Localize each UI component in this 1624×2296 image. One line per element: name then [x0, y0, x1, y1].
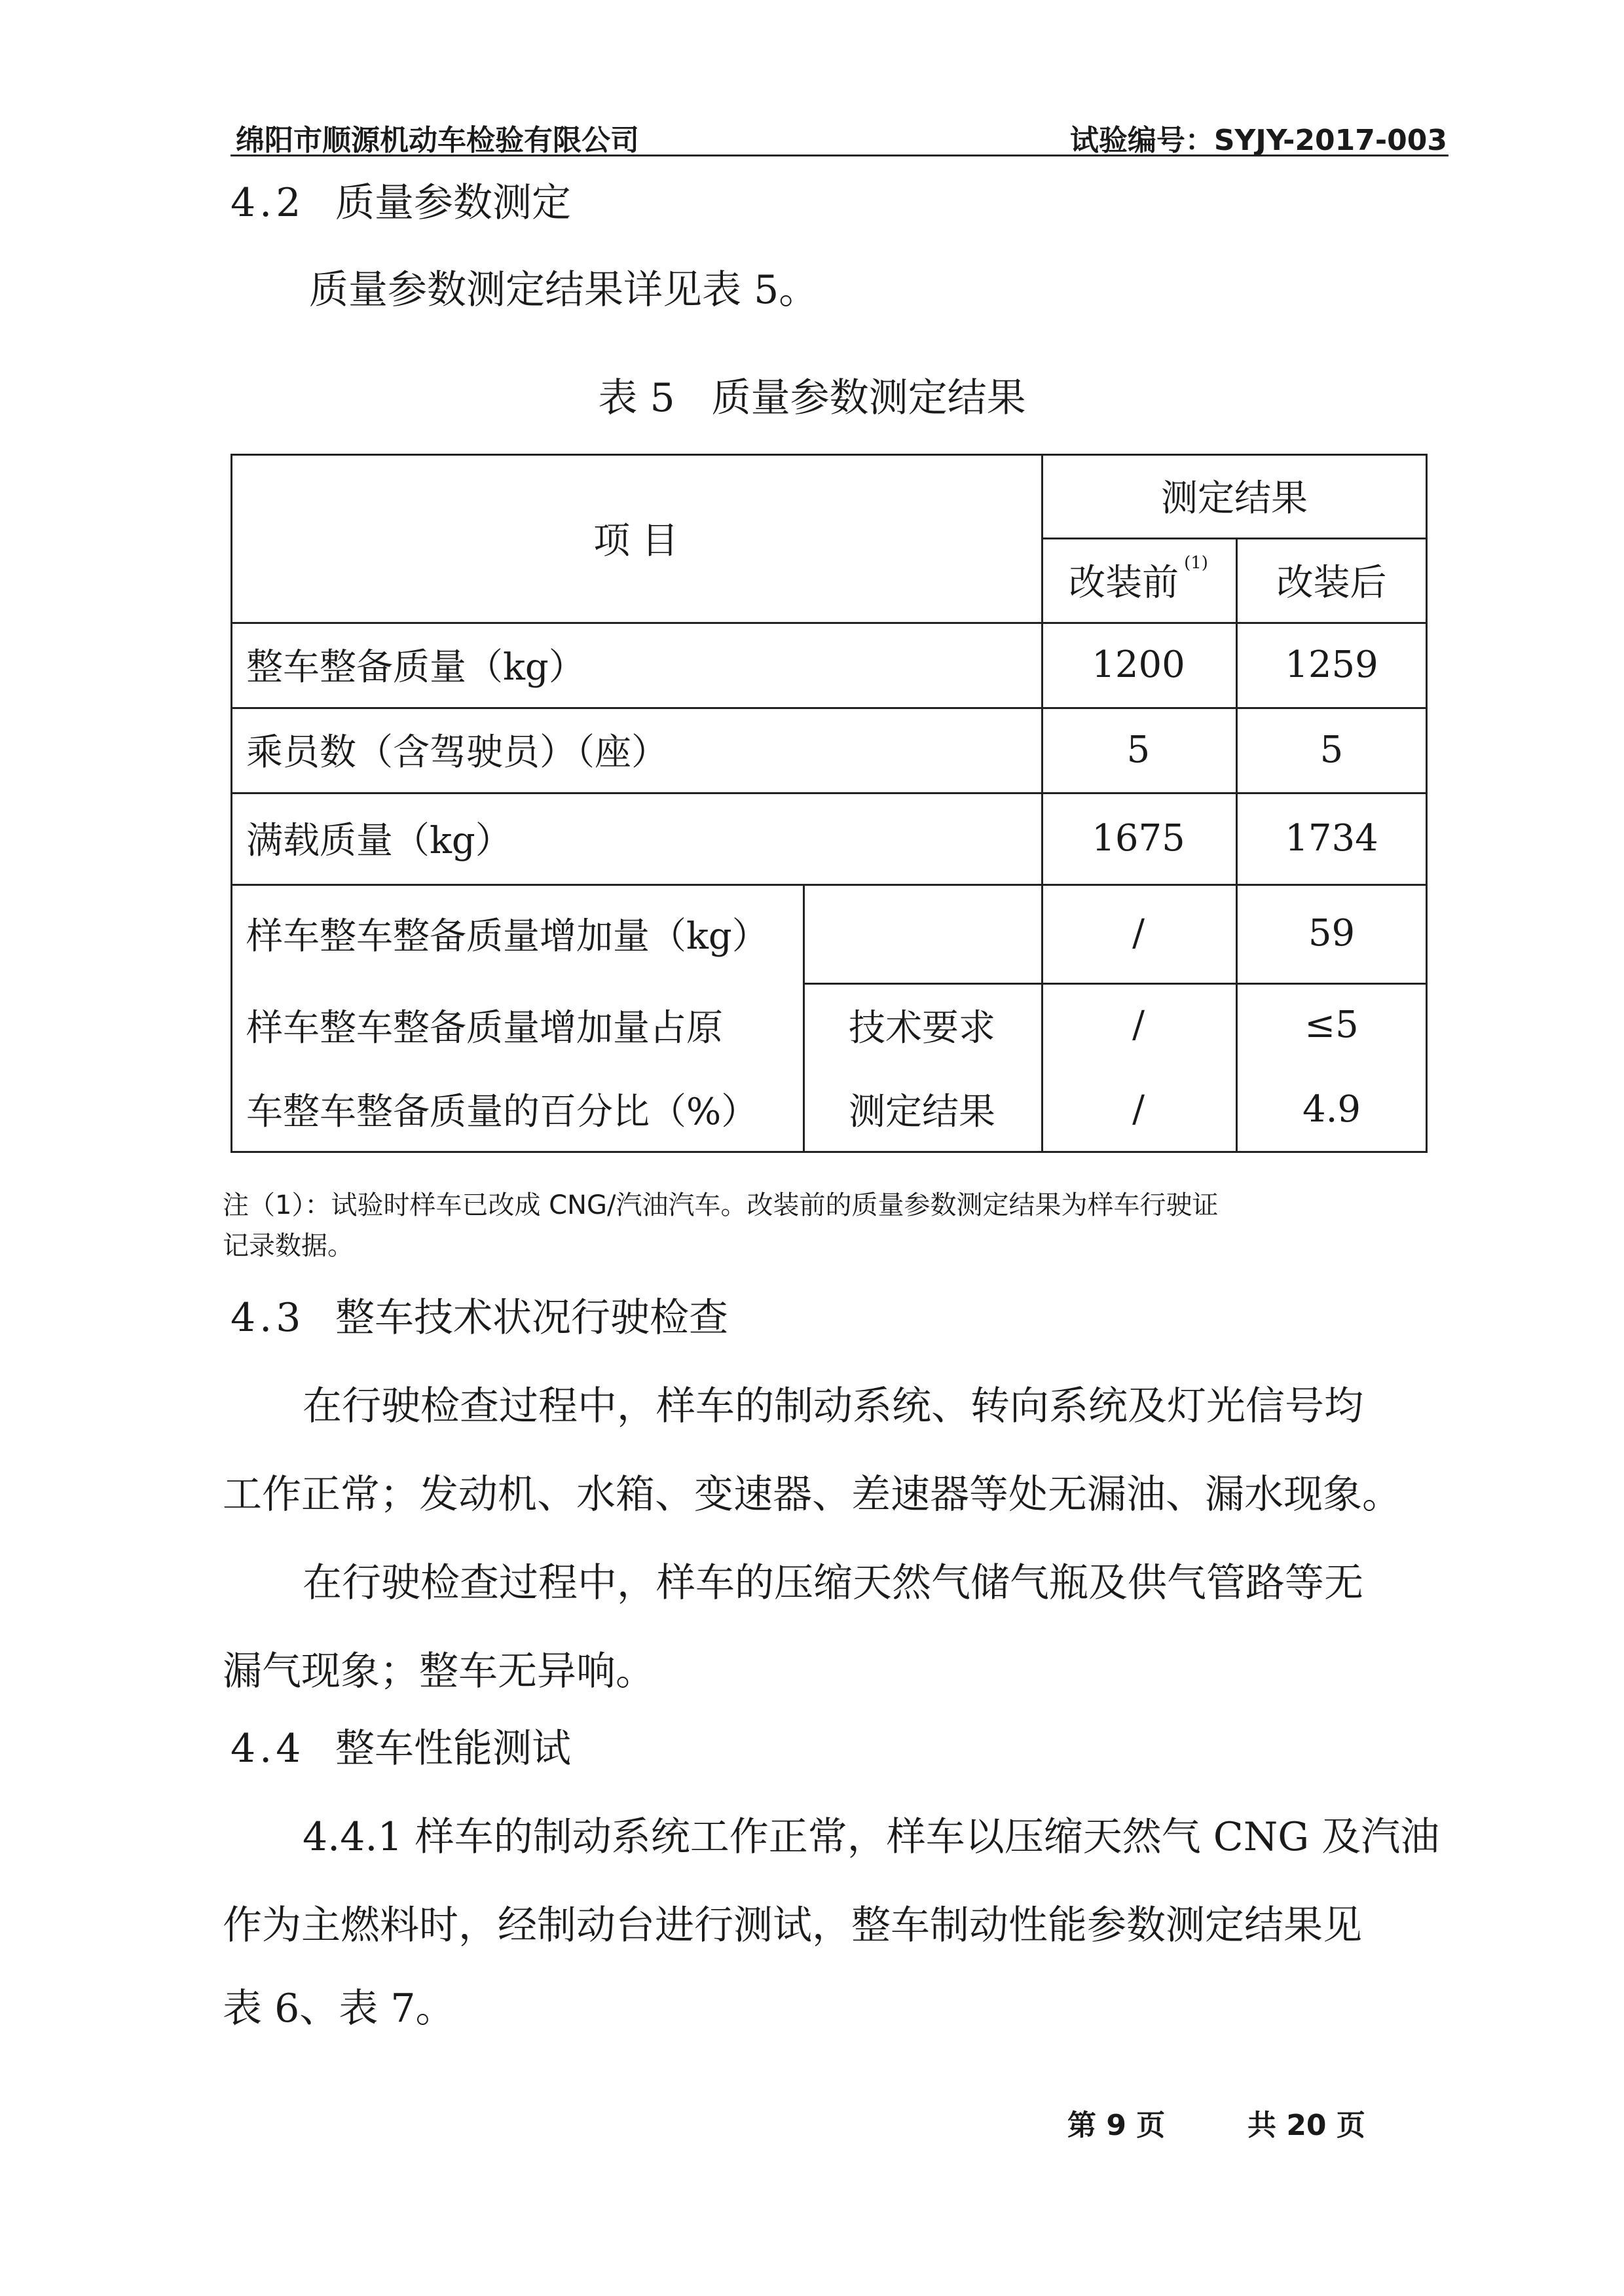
page-number: 第 9 页 [1067, 2109, 1166, 2142]
section-title: 质量参数测定 [335, 180, 571, 226]
sub-row-after-value: ≤5 [1304, 1004, 1359, 1046]
section-4-3-heading [231, 1286, 728, 1343]
header-item-cell: 项 目 [593, 519, 678, 562]
row-before-value: / [1132, 912, 1145, 955]
section-number: 4.3 [231, 1295, 305, 1341]
paragraph-line: 工作正常；发动机、水箱、变速器、差速器等处无漏油、漏水现象。 [223, 1472, 1401, 1518]
row-before-value: 5 [1126, 728, 1151, 771]
paragraph-line: 在行驶检查过程中，样车的压缩天然气储气瓶及供气管路等无 [303, 1560, 1363, 1606]
sub-row-label: 技术要求 [849, 1006, 995, 1049]
row-label: 满载质量（kg） [246, 820, 512, 862]
row-after-value: 1259 [1285, 643, 1378, 686]
company-name: 绵阳市顺源机动车检验有限公司 [236, 124, 639, 157]
paragraph-line: 4.4.1 样车的制动系统工作正常，样车以压缩天然气 CNG 及汽油 [303, 1814, 1440, 1860]
section-number: 4.2 [231, 180, 305, 226]
row-before-value: 1675 [1092, 816, 1185, 860]
paragraph-line: 在行驶检查过程中，样车的制动系统、转向系统及灯光信号均 [303, 1383, 1363, 1429]
test-number: 试验编号：SYJY-2017-003 [1069, 124, 1447, 157]
footnote-line: 记录数据。 [223, 1231, 354, 1261]
table-caption [0, 367, 1624, 423]
header-after-cell: 改装后 [1276, 561, 1387, 604]
table-footnote [223, 1185, 1219, 1266]
page-total: 共 20 页 [1247, 2109, 1365, 2142]
table-caption-title: 质量参数测定结果 [711, 375, 1026, 421]
section-4-2-heading [231, 172, 571, 228]
row-label: 样车整车整备质量增加量（kg） [246, 915, 769, 958]
section-4-2-intro: 质量参数测定结果详见表 5。 [309, 267, 819, 313]
merged-label-line-2: 车整车整备质量的百分比（%） [246, 1091, 758, 1133]
mass-parameter-table [231, 454, 1428, 1153]
header-before-label: 改装前 [1069, 561, 1179, 604]
header-result-cell: 测定结果 [1161, 477, 1308, 520]
header-divider [231, 155, 1449, 156]
sub-row-label: 测定结果 [849, 1091, 995, 1133]
row-before-value: 1200 [1092, 643, 1185, 686]
row-after-value: 59 [1308, 912, 1356, 955]
sub-row-before-value: / [1132, 1087, 1145, 1131]
footnote-marker: (1) [1184, 553, 1208, 573]
row-label: 乘员数（含驾驶员）（座） [246, 731, 668, 774]
paragraph-line: 漏气现象；整车无异响。 [223, 1649, 655, 1694]
row-after-value: 5 [1320, 728, 1344, 771]
section-title: 整车技术状况行驶检查 [335, 1295, 728, 1341]
section-title: 整车性能测试 [335, 1726, 571, 1772]
section-4-4-heading [231, 1717, 571, 1774]
sub-row-before-value: / [1132, 1004, 1145, 1046]
row-label: 整车整备质量（kg） [246, 646, 585, 689]
section-number: 4.4 [231, 1726, 305, 1772]
paragraph-line: 表 6、表 7。 [223, 1986, 455, 2032]
merged-label-line-1: 样车整车整备质量增加量占原 [246, 1006, 723, 1049]
paragraph-line: 作为主燃料时，经制动台进行测试，整车制动性能参数测定结果见 [223, 1903, 1362, 1948]
table-caption-number: 表 5 [598, 375, 675, 421]
footnote-line: 注（1）：试验时样车已改成 CNG/汽油汽车。改装前的质量参数测定结果为样车行驶证 [223, 1190, 1219, 1220]
sub-row-after-value: 4.9 [1302, 1087, 1361, 1131]
header-before-cell [1041, 538, 1236, 622]
row-after-value: 1734 [1285, 816, 1378, 860]
